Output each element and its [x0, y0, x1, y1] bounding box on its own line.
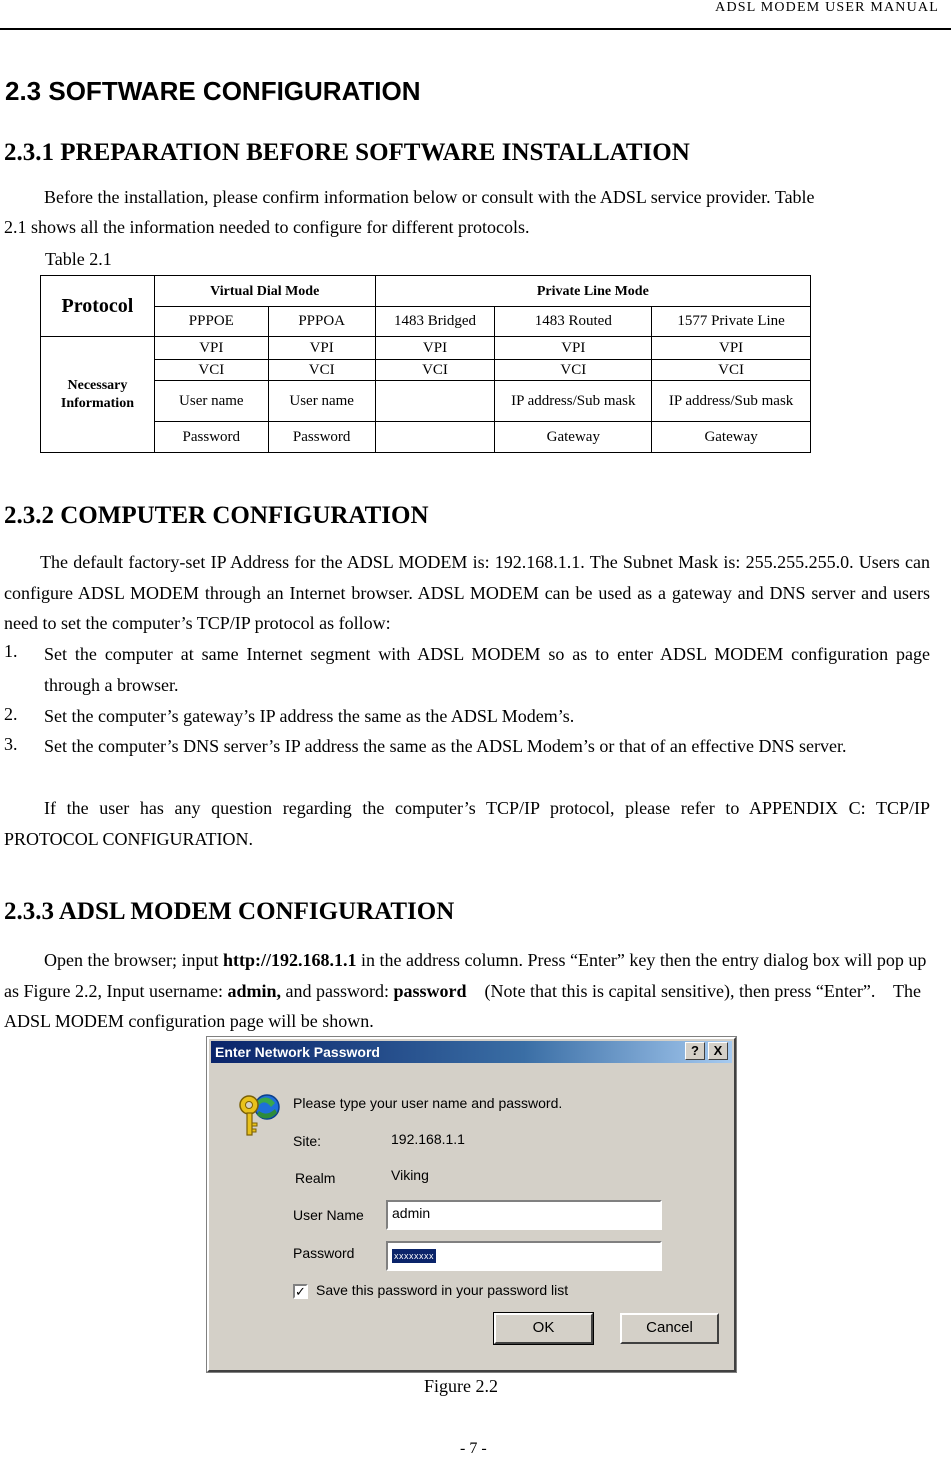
realm-value: Viking: [391, 1167, 429, 1183]
save-password-label: Save this password in your password list: [316, 1282, 569, 1298]
site-label: Site:: [293, 1133, 322, 1149]
table-cell: VPI: [375, 337, 495, 360]
table-cell: VPI: [268, 337, 375, 360]
table-cell: VPI: [154, 337, 268, 360]
column-header: PPPOA: [268, 307, 375, 337]
s1-para-line1: Before the installation, please confirm information below or consult with the ADSL service provider. Table: [44, 187, 815, 207]
page-number: - 7 -: [460, 1440, 487, 1457]
realm-label: Realm: [295, 1170, 336, 1186]
username-label: User Name: [293, 1207, 364, 1223]
table-cell: IP address/Sub mask: [495, 381, 652, 422]
subsection-1-title: 2.3.1 PREPARATION BEFORE SOFTWARE INSTALLATION: [4, 139, 690, 166]
table-cell: Password: [154, 422, 268, 453]
subsection-3-title: 2.3.3 ADSL MODEM CONFIGURATION: [4, 898, 455, 925]
s3-text: Open the browser; input: [44, 950, 223, 970]
url-text: http://192.168.1.1: [222, 950, 357, 970]
username-input[interactable]: [386, 1200, 662, 1230]
s3-text: (Note that this is capital sensitive), then press “Enter”. The ADSL MODEM configuration page will be shown.: [4, 980, 925, 1031]
s3-text: in the address column. Press “Enter” key then the entry dialog box will pop up as Figure 2.2, Input username:: [4, 950, 927, 1001]
list-number: 2.: [4, 704, 18, 724]
column-header: 1483 Bridged: [375, 307, 495, 337]
table-cell: User name: [154, 381, 268, 422]
list-item: Set the computer at same Internet segment with ADSL MODEM so as to enter ADSL MODEM configuration page through a browser.: [44, 644, 930, 695]
header-rule: [0, 28, 951, 30]
table-cell: [375, 381, 495, 422]
private-line-mode-header: Private Line Mode: [375, 276, 810, 307]
list-item: Set the computer’s DNS server’s IP address the same as the ADSL Modem’s or that of an effective DNS server.: [44, 736, 847, 756]
table-cell: VCI: [268, 360, 375, 381]
enter-network-password-dialog: [207, 1037, 736, 1372]
table-cell: VCI: [652, 360, 811, 381]
table-cell: IP address/Sub mask: [652, 381, 811, 422]
table-cell: VCI: [154, 360, 268, 381]
section-title: 2.3 SOFTWARE CONFIGURATION: [5, 76, 421, 106]
table-cell: User name: [268, 381, 375, 422]
username-input-value: admin: [392, 1205, 431, 1221]
list-item: Set the computer’s gateway’s IP address the same as the ADSL Modem’s.: [44, 706, 575, 726]
table-cell: Gateway: [495, 422, 652, 453]
table-cell: VCI: [375, 360, 495, 381]
table-cell: VCI: [495, 360, 652, 381]
virtual-dial-mode-header: Virtual Dial Mode: [154, 276, 375, 307]
s1-para-line2: 2.1 shows all the information needed to configure for different protocols.: [4, 217, 530, 237]
table-caption: Table 2.1: [45, 249, 112, 269]
table-cell: [375, 422, 495, 453]
column-header: 1483 Routed: [495, 307, 652, 337]
password-label: Password: [293, 1245, 355, 1261]
list-number: 3.: [4, 734, 18, 754]
s2-note: If the user has any question regarding the computer’s TCP/IP protocol, please refer to APPENDIX C: TCP/IP PROTOCOL CONFIGURATION.: [4, 798, 930, 849]
keys-icon: [237, 1091, 285, 1139]
s3-paragraph: [4, 945, 930, 1037]
column-header: PPPOE: [154, 307, 268, 337]
table-cell: VPI: [495, 337, 652, 360]
protocol-header: Protocol: [41, 276, 155, 337]
table-cell: VPI: [652, 337, 811, 360]
dialog-prompt: Please type your user name and password.: [293, 1095, 563, 1111]
dialog-title-bar: [211, 1041, 732, 1063]
necessary-info-header: Necessary Information: [41, 337, 155, 453]
s3-text: and password:: [280, 980, 394, 1001]
table-cell: Gateway: [652, 422, 811, 453]
dialog-title: Enter Network Password: [215, 1044, 380, 1060]
s2-paragraph: The default factory-set IP Address for the ADSL MODEM is: 192.168.1.1. The Subnet Mask is: 255.255.255.0. Users can configure ADSL MODEM through an Internet browser. ADSL MODEM can be used as a gateway and DNS server and users need to set the computer’s TCP/IP protocol as follow:: [4, 552, 930, 633]
figure-caption: Figure 2.2: [424, 1376, 498, 1396]
site-value: 192.168.1.1: [391, 1131, 465, 1147]
protocol-table: [40, 275, 811, 453]
cancel-button[interactable]: Cancel: [620, 1313, 719, 1344]
subsection-2-title: 2.3.2 COMPUTER CONFIGURATION: [4, 502, 429, 529]
password-input[interactable]: [386, 1241, 662, 1271]
list-number: 1.: [4, 641, 18, 661]
password-text: password: [393, 980, 467, 1001]
close-button[interactable]: X: [708, 1042, 728, 1060]
table-cell: Password: [268, 422, 375, 453]
help-button[interactable]: ?: [685, 1042, 705, 1060]
column-header: 1577 Private Line: [652, 307, 811, 337]
username-text: admin,: [227, 980, 281, 1001]
running-header: ADSL MODEM USER MANUAL: [715, 0, 939, 15]
password-mask: xxxxxxxx: [394, 1251, 434, 1261]
ok-button[interactable]: OK: [494, 1313, 593, 1344]
save-password-checkbox[interactable]: ✓: [293, 1284, 308, 1299]
